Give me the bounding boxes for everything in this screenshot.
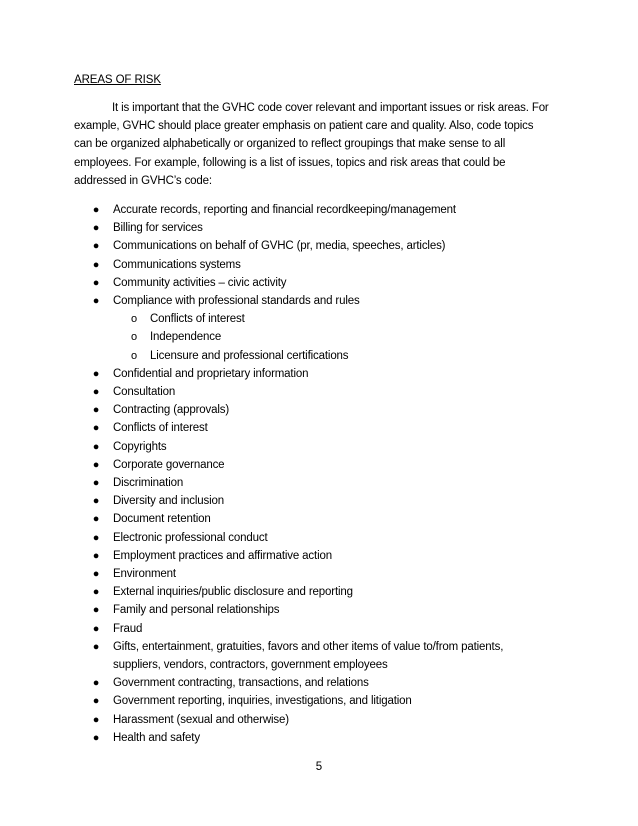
sub-list-item-text: Independence [150, 331, 222, 344]
bullet-icon: ● [92, 295, 100, 308]
bullet-icon: ● [92, 568, 100, 581]
sub-bullet-icon: o [131, 313, 137, 326]
bullet-icon: ● [92, 440, 100, 453]
list-item [0, 601, 503, 619]
list-item-text: Conflicts of interest [113, 422, 208, 435]
list-item [0, 201, 503, 219]
risk-areas-list [0, 201, 503, 747]
list-item [0, 547, 503, 565]
list-item [0, 510, 503, 528]
list-item-text: Electronic professional conduct [113, 531, 268, 544]
list-item-text: Compliance with professional standards and rules [113, 295, 360, 308]
intro-line: It is important that the GVHC code cover relevant and important issues or risk areas. For [112, 102, 549, 114]
list-item-text: Environment [113, 568, 176, 581]
sub-bullet-icon: o [131, 349, 137, 362]
list-item [0, 438, 503, 456]
list-item-text: Corporate governance [113, 458, 225, 471]
list-item-text: External inquiries/public disclosure and reporting [113, 586, 353, 599]
bullet-icon: ● [92, 513, 100, 526]
list-item [0, 401, 503, 419]
bullet-icon: ● [92, 367, 100, 380]
list-item-text: Billing for services [113, 222, 203, 235]
list-item [0, 456, 503, 474]
list-item [0, 274, 503, 292]
bullet-icon: ● [92, 495, 100, 508]
list-item [0, 529, 503, 547]
list-item [0, 219, 503, 237]
list-item [0, 711, 503, 729]
list-item-text: Harassment (sexual and otherwise) [113, 713, 289, 726]
list-item [0, 419, 503, 437]
list-item-text: Document retention [113, 513, 211, 526]
bullet-icon: ● [92, 622, 100, 635]
page-number: 5 [315, 761, 323, 773]
bullet-icon: ● [92, 422, 100, 435]
list-item-text: Accurate records, reporting and financial recordkeeping/management [113, 204, 456, 216]
intro-line: can be organized alphabetically or organized to reflect groupings that make sense to all [74, 138, 506, 151]
list-item [0, 292, 503, 310]
sub-list-item-text: Conflicts of interest [150, 313, 245, 326]
list-item [0, 365, 503, 383]
list-item [0, 638, 503, 674]
bullet-icon: ● [92, 477, 100, 490]
bullet-icon: ● [92, 640, 100, 653]
list-item-text: Health and safety [113, 731, 200, 744]
list-item [0, 620, 503, 638]
sub-list-item [0, 328, 503, 346]
intro-paragraph [74, 99, 568, 190]
list-item-text: Communications systems [113, 258, 241, 271]
bullet-icon: ● [92, 713, 100, 726]
list-item-text: Consultation [113, 386, 176, 399]
sub-list-item [0, 310, 503, 328]
list-item [0, 692, 503, 710]
list-item-text: Gifts, entertainment, gratuities, favors and other items of value to/from patients, [113, 640, 504, 653]
list-item-text: Diversity and inclusion [113, 495, 224, 508]
bullet-icon: ● [92, 276, 100, 289]
list-item [0, 237, 503, 255]
list-item [0, 729, 503, 747]
list-item-text: Confidential and proprietary information [113, 367, 309, 380]
list-item-text: Communications on behalf of GVHC (pr, media, speeches, articles) [113, 240, 446, 253]
bullet-icon: ● [92, 695, 100, 708]
list-item-text: Community activities – civic activity [113, 276, 287, 289]
list-item [0, 474, 503, 492]
bullet-icon: ● [92, 604, 100, 617]
bullet-icon: ● [92, 586, 100, 599]
list-item-text-continued: suppliers, vendors, contractors, government employees [113, 659, 388, 672]
bullet-icon: ● [92, 531, 100, 544]
bullet-icon: ● [92, 258, 100, 271]
list-item [0, 492, 503, 510]
intro-line: example, GVHC should place greater emphasis on patient care and quality. Also, code topics [74, 120, 534, 133]
bullet-icon: ● [92, 222, 100, 235]
bullet-icon: ● [92, 204, 100, 216]
sub-list-item [0, 347, 503, 365]
bullet-icon: ● [92, 549, 100, 562]
list-item-text: Contracting (approvals) [113, 404, 230, 417]
list-item-text: Government contracting, transactions, and relations [113, 677, 369, 690]
sub-bullet-icon: o [131, 331, 137, 344]
bullet-icon: ● [92, 240, 100, 253]
bullet-icon: ● [92, 677, 100, 690]
list-item [0, 674, 503, 692]
list-item-text: Discrimination [113, 477, 184, 490]
bullet-icon: ● [92, 404, 100, 417]
list-item [0, 256, 503, 274]
bullet-icon: ● [92, 731, 100, 744]
sub-list-item-text: Licensure and professional certifications [150, 349, 349, 362]
list-item [0, 565, 503, 583]
intro-line: employees. For example, following is a list of issues, topics and risk areas that could be [74, 156, 506, 169]
list-item-text: Government reporting, inquiries, investigations, and litigation [113, 695, 412, 708]
list-item-text: Fraud [113, 622, 143, 635]
section-heading: AREAS OF RISK [74, 74, 161, 86]
bullet-icon: ● [92, 386, 100, 399]
list-item-text: Family and personal relationships [113, 604, 280, 617]
intro-line: addressed in GVHC’s code: [74, 174, 212, 187]
list-item [0, 583, 503, 601]
list-item [0, 383, 503, 401]
list-item-text: Copyrights [113, 440, 167, 453]
list-item-text: Employment practices and affirmative action [113, 549, 332, 562]
bullet-icon: ● [92, 458, 100, 471]
